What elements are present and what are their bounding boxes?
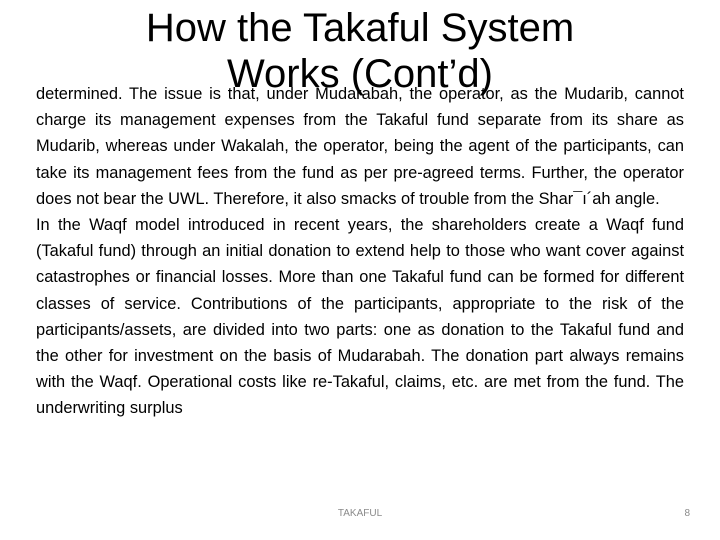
body-paragraph-1: determined. The issue is that, under Mudarabah, the operator, as the Mudarib, cannot charge its management expenses from the Takaful fund separate from its share as Mudarib, whereas under Wakalah, the operator, being the agent of the participants, can take its management fees from the fund as per pre-agreed terms. Further, the operator does not bear the UWL. Therefore, it also smacks of trouble from the Shar¯ı´ah angle. (36, 85, 684, 208)
slide-title-line-1: How the Takaful System (145, 6, 575, 50)
page-number: 8 (684, 508, 690, 519)
footer-label: TAKAFUL (337, 508, 383, 519)
slide-title-line-2: Works (Cont’d) (227, 52, 493, 96)
body-paragraph-2: In the Waqf model introduced in recent years, the shareholders create a Waqf fund (Takaful fund) through an initial donation to extend help to those who want cover against catastrophes or financial losses. More than one Takaful fund can be formed for different classes of service. Contributions of the participants, appropriate to the risk of the participants/assets, are divided into two parts: one as donation to the Takaful fund and the other for investment on the basis of Mudarabah. The donation part always remains with the Waqf. Operational costs like re-Takaful, claims, etc. are met from the fund. The underwriting surplus (36, 216, 684, 418)
slide-body (36, 81, 684, 422)
